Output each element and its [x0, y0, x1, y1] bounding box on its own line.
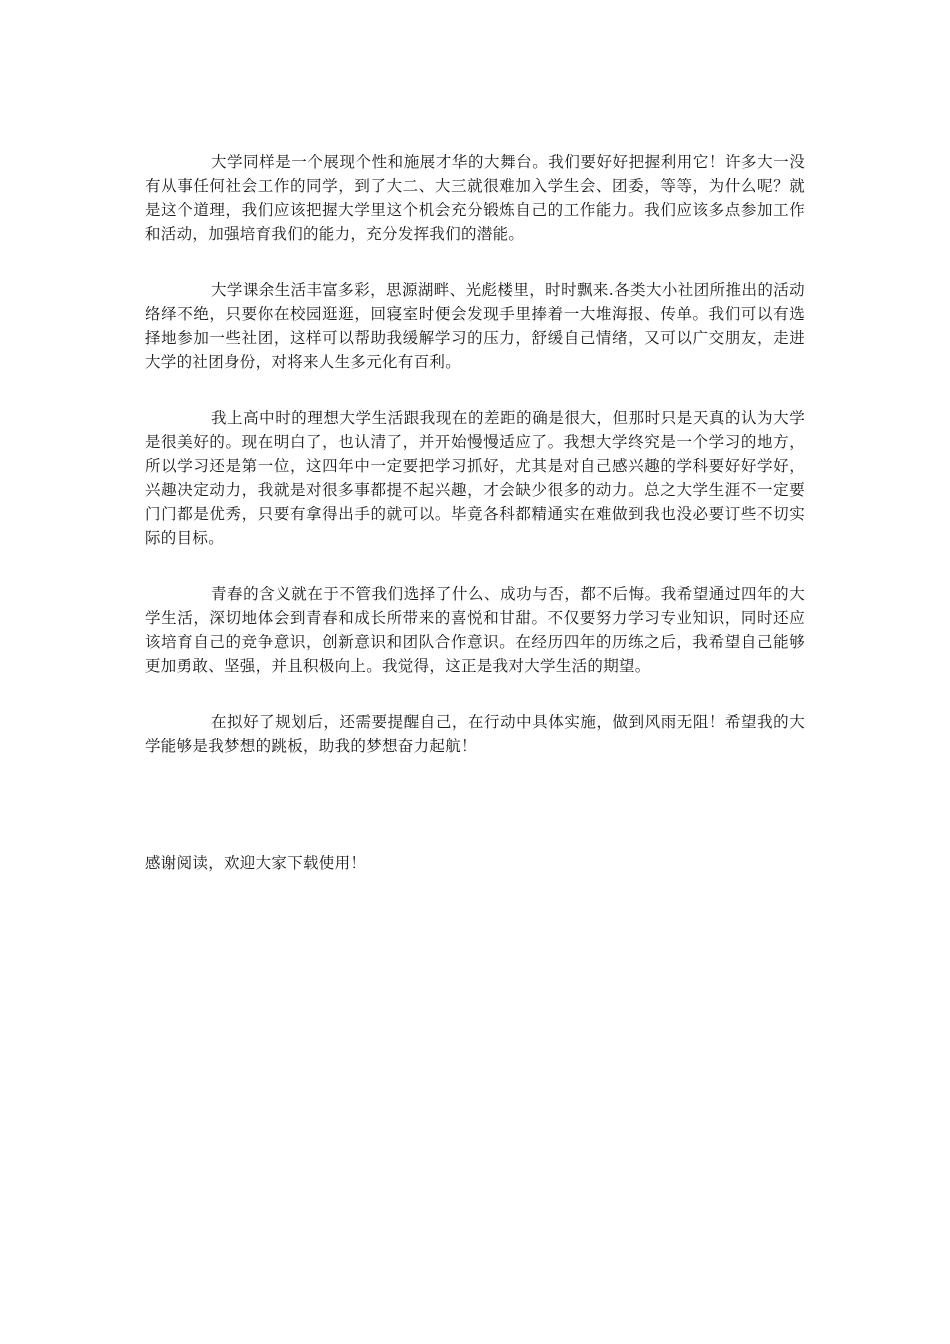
- closing-note: 感谢阅读，欢迎大家下载使用！: [145, 854, 367, 872]
- paragraph-3: 我上高中时的理想大学生活跟我现在的差距的确是很大，但那时只是天真的认为大学是很美好的。现在明白了，也认清了，并开始慢慢适应了。我想大学终究是一个学习的地方，所以学习还是第一位，这四年中一定要把学习抓好，尤其是对自己感兴趣的学科要好好学好，兴趣决定动力，我就是对很多事都提不起兴趣，才会缺少很多的动力。总之大学生涯不一定要门门都是优秀，只要有拿得出手的就可以。毕竟各科都精通实在难做到我也没必要订些不切实际的目标。: [145, 409, 805, 547]
- document-body: [145, 150, 805, 790]
- paragraph-5: 在拟好了规划后，还需要提醒自己，在行动中具体实施，做到风雨无阻！希望我的大学能够是我梦想的跳板，助我的梦想奋力起航！: [145, 713, 805, 755]
- paragraph-4: 青春的含义就在于不管我们选择了什么、成功与否，都不后悔。我希望通过四年的大学生活，深切地体会到青春和成长所带来的喜悦和甘甜。不仅要努力学习专业知识，同时还应该培育自己的竞争意识，创新意识和团队合作意识。在经历四年的历练之后，我希望自己能够更加勇敢、坚强，并且积极向上。我觉得，这正是我对大学生活的期望。: [145, 585, 805, 675]
- paragraph-2: 大学课余生活丰富多彩，思源湖畔、光彪楼里，时时飘来.各类大小社团所推出的活动络绎不绝，只要你在校园逛逛，回寝室时便会发现手里捧着一大堆海报、传单。我们可以有选择地参加一些社团，这样可以帮助我缓解学习的压力，舒缓自己情绪，又可以广交朋友，走进大学的社团身份，对将来人生多元化有百利。: [145, 281, 805, 371]
- paragraph-1: 大学同样是一个展现个性和施展才华的大舞台。我们要好好把握利用它！许多大一没有从事任何社会工作的同学，到了大二、大三就很难加入学生会、团委，等等，为什么呢？就是这个道理，我们应该把握大学里这个机会充分锻炼自己的工作能力。我们应该多点参加工作和活动，加强培育我们的能力，充分发挥我们的潜能。: [145, 153, 805, 243]
